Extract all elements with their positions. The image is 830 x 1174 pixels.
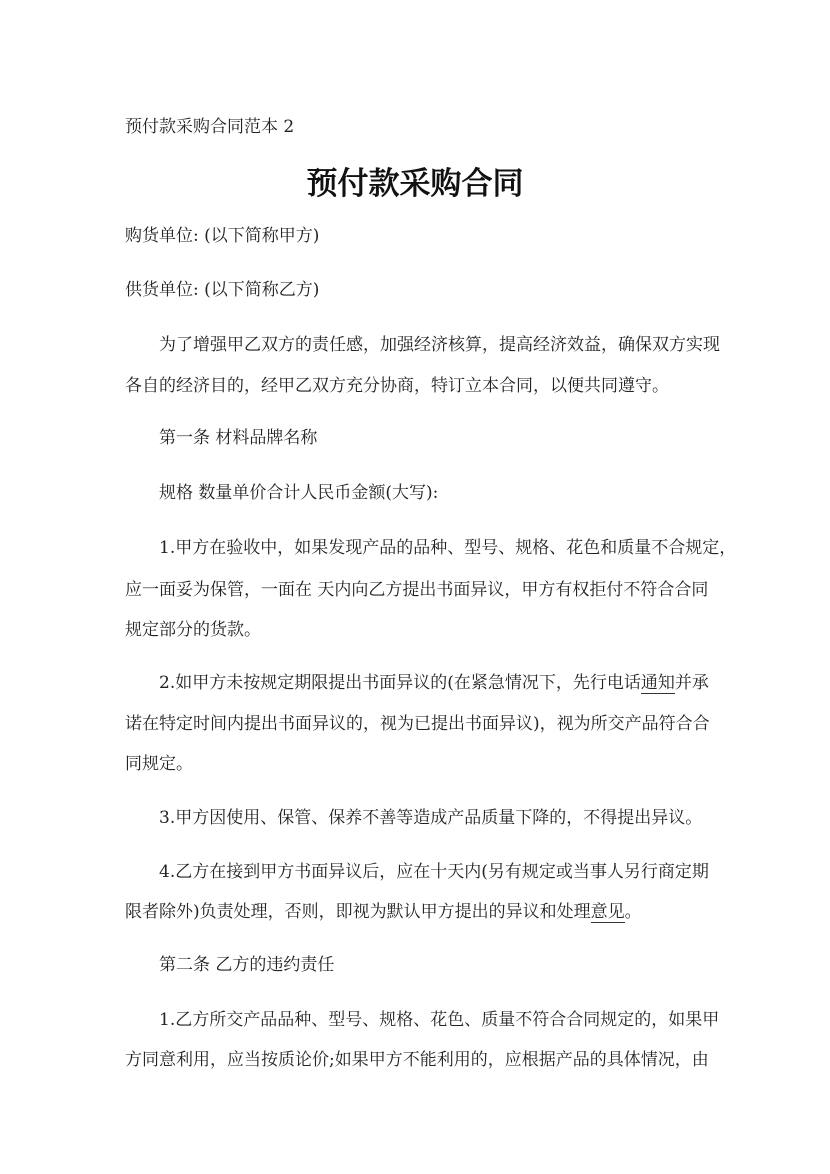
text-span: 并承 (674, 673, 709, 693)
text-line: 规定部分的货款。 (125, 620, 261, 640)
text-line: 1.乙方所交产品品种、型号、规格、花色、质量不符合合同规定的，如果甲 (159, 1010, 720, 1030)
text-line: 应一面妥为保管，一面在 天内向乙方提出书面异议，甲方有权拒付不符合合同 (125, 580, 709, 600)
article-1-spec: 规格 数量单价合计人民币金额(大写): (159, 483, 439, 503)
text-line: 各自的经济目的，经甲乙双方充分协商，特订立本合同，以便共同遵守。 (125, 376, 669, 396)
text-span: 限者除外)负责处理，否则，即视为默认甲方提出的异议和处理 (125, 902, 591, 922)
text-line: 1.甲方在验收中，如果发现产品的品种、型号、规格、花色和质量不合规定， (159, 538, 737, 558)
text-line: 方同意利用，应当按质论价;如果甲方不能利用的，应根据产品的具体情况，由 (125, 1050, 709, 1070)
buyer-line: 购货单位: (以下简称甲方) (125, 226, 320, 246)
text-line: 为了增强甲乙双方的责任感，加强经济核算，提高经济效益，确保双方实现 (159, 335, 720, 355)
supplier-line: 供货单位: (以下简称乙方) (125, 280, 320, 300)
clause-3: 3.甲方因使用、保管、保养不善等造成产品质量下降的，不得提出异议。 (159, 808, 703, 828)
text-line (125, 900, 642, 924)
text-line: 诺在特定时间内提出书面异议的，视为已提出书面异议)，视为所交产品符合合 (125, 714, 710, 734)
article-1-heading: 第一条 材料品牌名称 (159, 428, 318, 448)
text-span: 2.如甲方未按规定期限提出书面异议的(在紧急情况下，先行电话 (159, 673, 641, 693)
article-2-heading: 第二条 乙方的违约责任 (159, 955, 335, 975)
text-line (159, 671, 709, 695)
text-span: 。 (624, 902, 642, 922)
text-line: 同规定。 (125, 754, 193, 774)
underlined-link[interactable]: 意见 (590, 902, 625, 922)
underlined-link[interactable]: 通知 (640, 673, 675, 693)
document-subtitle: 预付款采购合同范本 2 (125, 117, 295, 137)
document-title: 预付款采购合同 (306, 166, 524, 202)
text-line: 4.乙方在接到甲方书面异议后，应在十天内(另有规定或当事人另行商定期 (159, 862, 709, 882)
